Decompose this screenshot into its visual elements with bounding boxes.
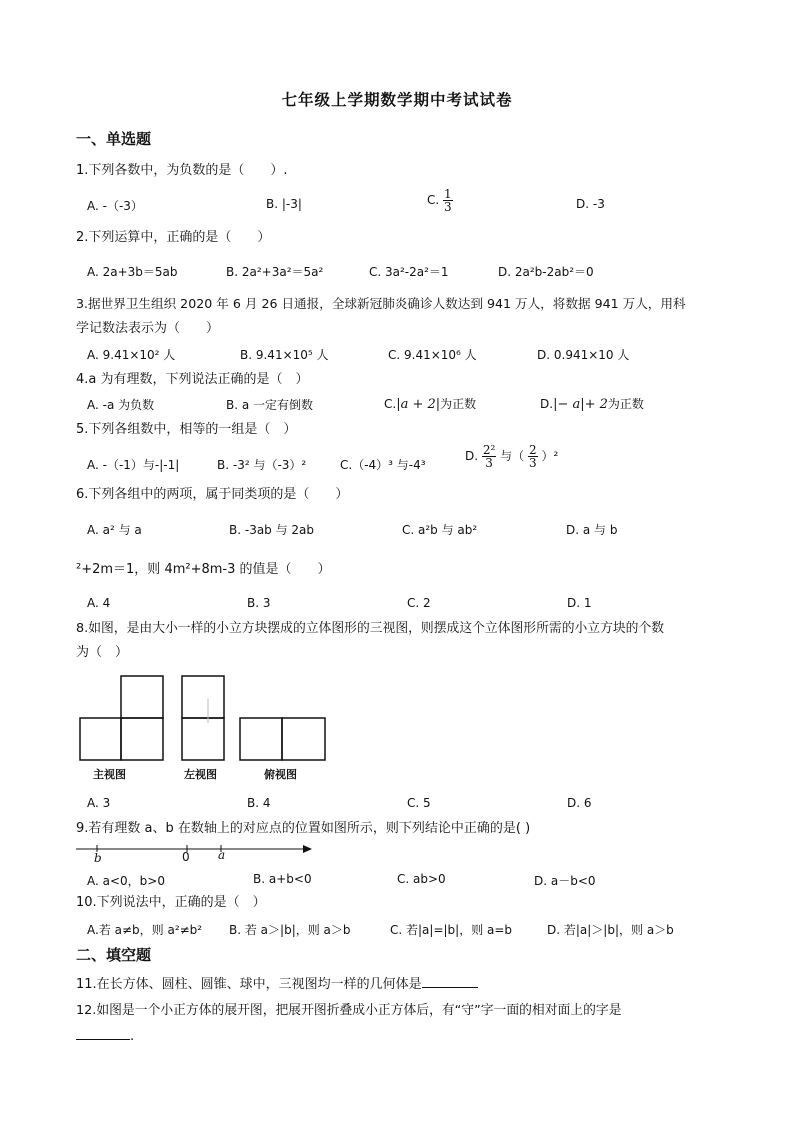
section-heading-fill-in: 二、填空题: [76, 946, 152, 964]
question-12-end: .: [130, 1029, 135, 1044]
question-11-stem: [76, 975, 478, 995]
option-d-prefix: D.: [540, 397, 554, 411]
question-10-option-c: C. 若|a|=|b|，则 a=b: [390, 923, 513, 937]
question-10-option-b: B. 若 a＞|b|，则 a＞b: [229, 923, 351, 937]
left-view-cube-top: [182, 676, 224, 718]
question-9-option-c: C. ab>0: [397, 872, 446, 886]
option-d-suffix: ）²: [541, 449, 559, 463]
question-9-option-b: B. a+b<0: [253, 872, 312, 886]
question-5-option-b: B. -3² 与（-3）²: [217, 458, 307, 472]
question-8-option-b: B. 4: [247, 796, 271, 810]
question-3-option-c: C. 9.41×10⁶ 人: [388, 348, 477, 362]
fraction-denominator: 3: [529, 456, 537, 470]
question-5-option-c: C.（-4）³ 与-4³: [340, 458, 426, 472]
fraction-two-squared-over-three: [482, 444, 496, 469]
question-3-option-d: D. 0.941×10 人: [537, 348, 630, 362]
question-1-option-a: A. -（-3）: [87, 199, 143, 213]
question-5-stem: 5.下列各组数中，相等的一组是（ ）: [76, 422, 297, 437]
front-view-cube-bottom-left: [80, 718, 121, 760]
number-line-label-b: b: [94, 851, 102, 865]
absolute-value-expression: |a + 2|: [396, 397, 441, 412]
question-11-text: 11.在长方体、圆柱、圆锥、球中，三视图均一样的几何体是: [76, 977, 422, 992]
question-3-option-a: A. 9.41×10² 人: [87, 348, 176, 362]
question-4-option-c: [384, 395, 476, 412]
question-12-stem: 12.如图是一个小正方体的展开图，把展开图折叠成小正方体后，有“守”字一面的相对面上的字是: [76, 1003, 622, 1018]
question-2-option-c: C. 3a²-2a²＝1: [369, 265, 449, 279]
question-1-stem: 1.下列各数中，为负数的是（ ）.: [76, 163, 288, 178]
question-5-option-d: [465, 444, 558, 469]
three-views-figure: [78, 675, 338, 767]
question-7-option-b: B. 3: [247, 596, 271, 610]
fraction-denominator: 3: [485, 456, 493, 470]
answer-blank[interactable]: [76, 1027, 130, 1040]
question-6-stem: 6.下列各组中的两项，属于同类项的是（ ）: [76, 487, 349, 502]
question-8-option-a: A. 3: [87, 796, 111, 810]
question-7-option-d: D. 1: [567, 596, 592, 610]
question-4-stem: 4.a 为有理数，下列说法正确的是（ ）: [76, 372, 309, 387]
left-view-label: 左视图: [184, 768, 217, 781]
question-10-option-d: D. 若|a|＞|b|，则 a＞b: [547, 923, 674, 937]
front-view-label: 主视图: [93, 768, 126, 781]
question-7-option-a: A. 4: [87, 596, 111, 610]
number-line-label-a: a: [218, 848, 226, 862]
fraction-numerator: 1: [444, 187, 452, 201]
question-12-answer-line: [76, 1027, 134, 1047]
number-line-arrow: [303, 845, 312, 853]
question-4-option-a: A. -a 为负数: [87, 398, 155, 412]
option-c-prefix: C.: [427, 193, 440, 207]
answer-blank[interactable]: [422, 975, 478, 988]
question-8-option-c: C. 5: [407, 796, 431, 810]
question-2-option-d: D. 2a²b-2ab²＝0: [498, 265, 594, 279]
section-heading-single-choice: 一、单选题: [76, 130, 152, 148]
fraction-denominator: 3: [444, 200, 452, 214]
top-view-cube-left: [240, 718, 282, 760]
question-2-stem: 2.下列运算中，正确的是（ ）: [76, 230, 271, 245]
fraction-numerator: 2: [529, 443, 537, 457]
front-view-cube-bottom-right: [121, 718, 163, 760]
question-9-stem: 9.若有理数 a、b 在数轴上的对应点的位置如图所示，则下列结论中正确的是( ): [76, 821, 531, 836]
question-1-option-b: B. |-3|: [266, 197, 302, 211]
option-d-suffix: 为正数: [607, 397, 644, 411]
top-view-cube-right: [282, 718, 325, 760]
number-line: [76, 840, 316, 860]
question-1-option-c: [427, 188, 453, 213]
question-6-option-c: C. a²b 与 ab²: [402, 523, 478, 537]
question-3-stem-line2: 学记数法表示为（ ）: [76, 321, 220, 336]
question-10-stem: 10.下列说法中，正确的是（ ）: [76, 895, 266, 910]
option-d-prefix: D.: [465, 449, 479, 463]
front-view-cube-top: [121, 676, 163, 718]
question-2-option-b: B. 2a²+3a²＝5a²: [226, 265, 324, 279]
question-4-option-d: [540, 395, 644, 412]
option-c-prefix: C.: [384, 397, 397, 411]
question-7-option-c: C. 2: [407, 596, 431, 610]
question-10-option-a: A.若 a≠b，则 a²≠b²: [87, 923, 203, 937]
question-8-stem-line2: 为（ ）: [76, 645, 129, 660]
left-view-cube-bottom: [182, 718, 224, 760]
question-7-stem: ²+2m＝1，则 4m²+8m-3 的值是（ ）: [76, 562, 331, 577]
question-1-option-d: D. -3: [576, 197, 605, 211]
top-view-label: 俯视图: [264, 768, 297, 781]
question-8-option-d: D. 6: [567, 796, 592, 810]
question-6-option-a: A. a² 与 a: [87, 523, 142, 537]
question-3-option-b: B. 9.41×10⁵ 人: [240, 348, 329, 362]
absolute-value-expression: |− a|+ 2: [553, 397, 608, 412]
fraction-two-thirds: [528, 444, 538, 469]
option-c-suffix: 为正数: [440, 397, 477, 411]
question-8-stem-line1: 8.如图，是由大小一样的小立方块摆成的立体图形的三视图，则摆成这个立体图形所需的小立方块的个数: [76, 621, 665, 636]
question-3-stem-line1: 3.据世界卫生组织 2020 年 6 月 26 日通报，全球新冠肺炎确诊人数达到 941 万人，将数据 941 万人，用科: [76, 296, 686, 311]
page-title: 七年级上学期数学期中考试试卷: [281, 91, 513, 109]
question-9-option-d: D. a－b<0: [534, 874, 596, 888]
number-line-label-zero: 0: [182, 850, 190, 864]
fraction-one-third: [443, 188, 453, 213]
fraction-numerator: 2²: [482, 443, 496, 457]
question-6-option-d: D. a 与 b: [566, 523, 618, 537]
question-2-option-a: A. 2a+3b＝5ab: [87, 265, 178, 279]
option-d-mid: 与（: [500, 449, 525, 463]
question-6-option-b: B. -3ab 与 2ab: [229, 523, 315, 537]
question-4-option-b: B. a 一定有倒数: [226, 398, 314, 412]
question-9-option-a: A. a<0，b>0: [87, 874, 165, 888]
question-5-option-a: A. -（-1）与-|-1|: [87, 458, 180, 472]
